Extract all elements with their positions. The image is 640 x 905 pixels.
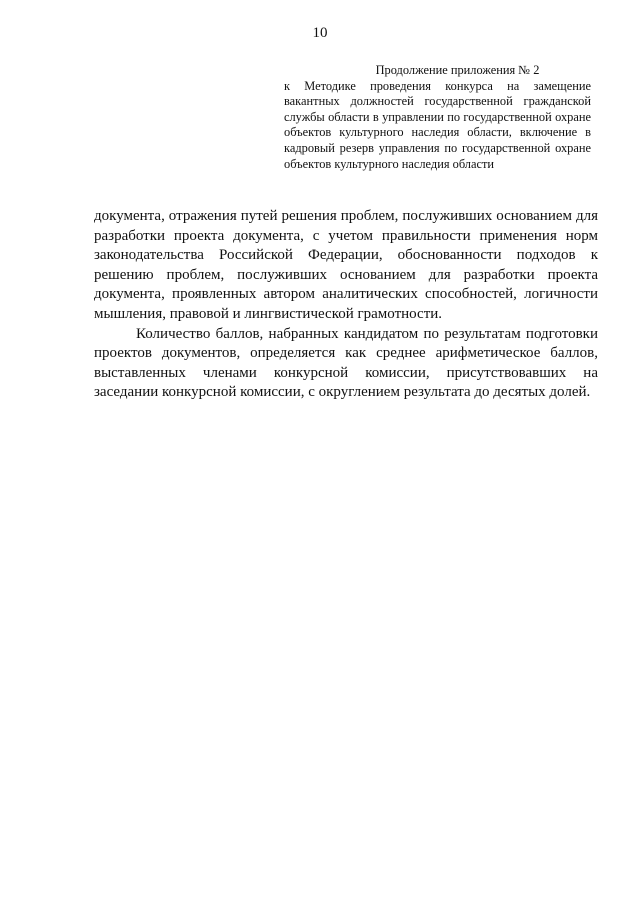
document-body [94, 207, 598, 403]
body-paragraph-scoring: Количество баллов, набранных кандидатом по результатам подготовки проектов документов, определяется как среднее арифметическое баллов, выставленных членами конкурсной комиссии, присутствовавших на заседании конкурсной комиссии, с округлением результата до десятых долей. [94, 325, 598, 401]
page-number: 10 [312, 25, 328, 41]
annex-title: Продолжение приложения № 2 [375, 63, 540, 77]
annex-header [284, 63, 591, 172]
body-paragraph-continued: документа, отражения путей решения проблем, послуживших основанием для разработки проекта документа, с учетом правильности применения норм законодательства Российской Федерации, обоснованности подходов к решению проблем, послуживших основанием для разработки проекта документа, проявленных автором аналитических способностей, логичности мышления, правовой и лингвистической грамотности. [94, 208, 598, 322]
annex-reference-text: к Методике проведения конкурса на замещение вакантных должностей государственной гражданской службы области в управлении по государственной охране объектов культурного наследия области, включение в кадровый резерв управления по государственной охране объектов культурного наследия области [284, 78, 591, 171]
